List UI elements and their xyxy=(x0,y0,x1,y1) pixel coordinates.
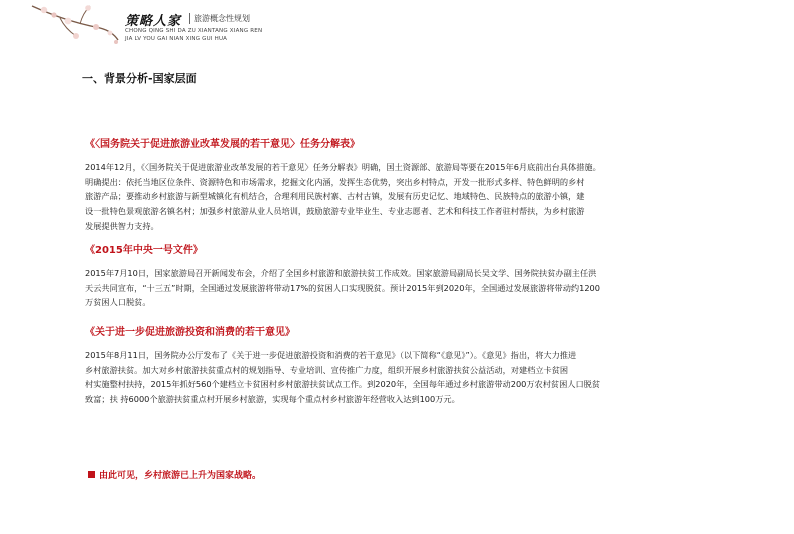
paragraph-line: 乡村旅游扶贫。加大对乡村旅游扶贫重点村的规划指导、专业培训、宣传推广力度，组织开展乡村旅游扶贫公益活动，对建档立卡贫困 xyxy=(85,364,569,375)
paragraph-line: 村实施整村扶持，2015年抓好560个建档立卡贫困村乡村旅游扶贫试点工作。到2020年，全国每年通过乡村旅游带动200万农村贫困人口脱贫 xyxy=(85,379,601,390)
logo-pinyin-line: CHONG QING SHI DA ZU XIANTANG XIANG REN xyxy=(125,28,263,34)
paragraph-line: 致富；扶 持6000个旅游扶贫重点村开展乡村旅游，实现每个重点村乡村旅游年经营收入达到100万元。 xyxy=(85,394,460,405)
block-paragraph xyxy=(85,348,765,407)
paragraph-line: 2015年8月11日，国务院办公厅发布了《关于进一步促进旅游投资和消费的若干意见》（以下简称“《意见》”）。《意见》指出，将大力推进 xyxy=(85,350,577,360)
plum-blossom-branch-icon xyxy=(30,0,120,52)
block-paragraph xyxy=(85,266,765,310)
paragraph-line: 2015年7月10日，国家旅游局召开新闻发布会，介绍了全国乡村旅游和旅游扶贫工作成效。国家旅游局副局长吴文学、国务院扶贫办副主任洪 xyxy=(85,268,597,278)
paragraph-line: 设一批特色景观旅游名镇名村；加强乡村旅游从业人员培训，鼓励旅游专业毕业生、专业志愿者、艺术和科技工作者驻村帮扶，为乡村旅游 xyxy=(85,206,585,217)
paragraph-line: 旅游产品；要推动乡村旅游与新型城镇化有机结合，合理利用民族村寨、古村古镇，发展有历史记忆、地域特色、民族特点的旅游小镇，建 xyxy=(85,191,585,202)
section-title: 一、背景分析-国家层面 xyxy=(82,72,197,85)
paragraph-line: 发展提供智力支持。 xyxy=(85,220,159,231)
block-heading: 《关于进一步促进旅游投资和消费的若干意见》 xyxy=(85,327,295,338)
paragraph-line: 2014年12月，《〈国务院关于促进旅游业改革发展的若干意见〉任务分解表》明确，国土资源部、旅游局等要在2015年6月底前出台具体措施。 xyxy=(85,162,601,172)
block-heading: 《〈国务院关于促进旅游业改革发展的若干意见〉任务分解表》 xyxy=(85,139,360,150)
block-paragraph xyxy=(85,160,765,234)
paragraph-line: 天云共同宣布，“十三五”时期，全国通过发展旅游将带动17%的贫困人口实现脱贫。预计2015年到2020年，全国通过发展旅游将带动约1200 xyxy=(85,282,600,293)
header xyxy=(0,0,794,55)
logo-text: 策略人家 xyxy=(125,14,182,29)
conclusion xyxy=(88,468,261,481)
logo-pinyin-line: JIA LV YOU GAI NIAN XING GUI HUA xyxy=(125,35,228,42)
conclusion-text: 由此可见，乡村旅游已上升为国家战略。 xyxy=(99,471,262,481)
logo-pinyin xyxy=(125,28,265,43)
paragraph-line: 万贫困人口脱贫。 xyxy=(85,297,151,308)
logo-tagline: 旅游概念性规划 xyxy=(189,13,250,24)
paragraph-line: 明确提出：依托当地区位条件、资源特色和市场需求，挖掘文化内涵，发挥生态优势，突出乡村特点，开发一批形式多样、特色鲜明的乡村 xyxy=(85,176,585,187)
block-heading: 《2015年中央一号文件》 xyxy=(85,245,203,256)
red-square-bullet-icon xyxy=(88,471,95,478)
